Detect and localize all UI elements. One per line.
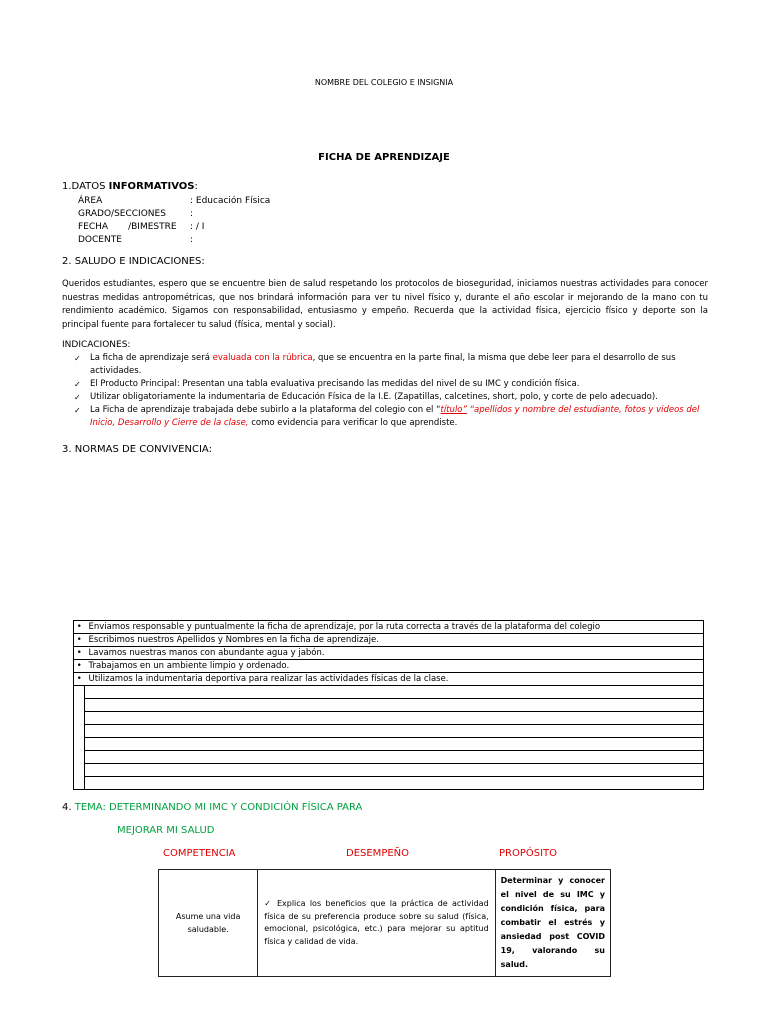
list-item xyxy=(62,391,712,404)
table-row-empty xyxy=(74,738,704,751)
item-text: La Ficha de aprendizaje trabajada debe subirlo a la plataforma del colegio con el “ xyxy=(90,405,441,415)
proposito-cell: Determinar y conocer el nivel de su IMC y condición física, para combatir el estrés y ansiedad post COVID 19, valorando su salud. xyxy=(495,870,610,977)
saludo-paragraph: Queridos estudiantes, espero que se encuentre bien de salud respetando los protocolos de bioseguridad, iniciamos nuestras actividades para conocer nuestras medidas antropométricas, que nos brindará información para ver tu nivel físico y, durante el año escolar ir mejorando de la mano con tu rendimiento académico. Sigamos con responsabilidad, entusiasmo y empeño. Recuerda que la actividad física, ejercicio físico y deporte son la principal fuente para fortalecer tu salud (física, mental y social). xyxy=(62,279,708,330)
header-desempeno: DESEMPEÑO xyxy=(346,848,410,859)
indicaciones-list xyxy=(62,352,712,430)
section-saludo-heading: 2. SALUDO E INDICACIONES: xyxy=(62,256,205,267)
info-label: ÁREA xyxy=(78,196,103,206)
info-row-docente xyxy=(78,235,193,245)
info-value: : Educación Física xyxy=(190,196,271,206)
item-highlight: título” xyxy=(440,405,467,415)
table-row xyxy=(74,673,704,686)
table-row-empty xyxy=(74,712,704,725)
info-row-area xyxy=(78,196,270,206)
section-normas-heading: 3. NORMAS DE CONVIVENCIA: xyxy=(62,444,212,455)
table-row-empty xyxy=(74,751,704,764)
table-row-empty xyxy=(74,686,704,699)
info-row-fecha xyxy=(78,222,204,232)
info-value: : / I xyxy=(190,222,205,232)
list-item xyxy=(62,404,712,430)
heading-bold: INFORMATIVOS xyxy=(108,181,195,192)
table-row-empty xyxy=(74,725,704,738)
table-cell: Lavamos nuestras manos con abundante agua y jabón. xyxy=(85,647,704,660)
table-cell: Utilizamos la indumentaria deportiva para realizar las actividades físicas de la clase. xyxy=(85,673,704,686)
table-row-empty xyxy=(74,777,704,790)
section-datos-heading xyxy=(62,181,198,192)
normas-table xyxy=(73,620,704,790)
info-value: : xyxy=(190,235,194,245)
table-row-empty xyxy=(74,699,704,712)
heading-number: 1.DATOS xyxy=(62,181,109,192)
table-cell: Enviamos responsable y puntualmente la ficha de aprendizaje, por la ruta correcta a través de la plataforma del colegio xyxy=(85,621,704,634)
check-icon: ✓ xyxy=(74,354,81,363)
item-highlight: “apellidos y nombre del estudiante, fotos y videos del Inicio, Desarrollo y Cierre de la clase, xyxy=(90,405,700,428)
list-item xyxy=(62,378,712,391)
item-text: La ficha de aprendizaje será xyxy=(90,353,213,363)
table-row xyxy=(159,870,611,977)
item-highlight: evaluada con la rúbrica xyxy=(212,353,313,363)
desempeno-cell: ✓ Explica los beneficios que la práctica de actividad física de su preferencia produce sobre su salud (física, emocional, psicológica, etc.) para mejorar su aptitud física y calidad de vida. xyxy=(258,870,495,977)
check-icon: ✓ xyxy=(74,393,81,402)
school-name: NOMBRE DEL COLEGIO E INSIGNIA xyxy=(314,78,454,87)
item-text: Utilizar obligatoriamente la indumentaria de Educación Física de la I.E. (Zapatillas, calcetines, short, polo, y corte de pelo adecuado). xyxy=(90,392,658,402)
info-label: FECHA /BIMESTRE xyxy=(78,222,177,232)
table-row xyxy=(74,634,704,647)
bullet: • xyxy=(74,621,85,634)
tema-title: TEMA: DETERMINANDO MI IMC Y CONDICIÓN FÍSICA PARA xyxy=(74,802,363,813)
tema-heading xyxy=(62,802,362,813)
heading-colon: : xyxy=(194,181,198,192)
info-value: : xyxy=(190,209,194,219)
table-cell: Escribimos nuestros Apellidos y Nombres en la ficha de aprendizaje. xyxy=(85,634,704,647)
item-text: El Producto Principal: Presentan una tabla evaluativa precisando las medidas del nivel de su IMC y condición física. xyxy=(90,379,580,389)
document-title: FICHA DE APRENDIZAJE xyxy=(318,152,450,163)
table-cell: Trabajamos en un ambiente limpio y ordenado. xyxy=(85,660,704,673)
header-proposito: PROPÓSITO xyxy=(499,848,558,859)
table-row xyxy=(74,647,704,660)
info-row-grado xyxy=(78,209,193,219)
bullet: • xyxy=(74,634,85,647)
table-row-empty xyxy=(74,764,704,777)
info-label: DOCENTE xyxy=(78,235,122,245)
header-competencia: COMPETENCIA xyxy=(163,848,236,859)
bullet: • xyxy=(74,673,85,686)
competencia-cell: Asume una vida saludable. xyxy=(159,870,258,977)
check-icon: ✓ xyxy=(74,380,81,389)
info-label: GRADO/SECCIONES xyxy=(78,209,166,219)
item-text: como evidencia para verificar lo que aprendiste. xyxy=(248,418,458,428)
table-row xyxy=(74,660,704,673)
check-icon: ✓ xyxy=(74,406,81,415)
bullet: • xyxy=(74,660,85,673)
item-text: , que se encuentra en la parte final, la misma que debe leer para el desarrollo de sus actividades. xyxy=(90,353,676,376)
bullet: • xyxy=(74,647,85,660)
table-row xyxy=(74,621,704,634)
indicaciones-heading: INDICACIONES: xyxy=(62,340,131,350)
tema-heading-line2: MEJORAR MI SALUD xyxy=(117,825,215,836)
tema-number: 4. xyxy=(62,802,75,813)
competencias-table xyxy=(158,869,611,977)
list-item xyxy=(62,352,712,378)
